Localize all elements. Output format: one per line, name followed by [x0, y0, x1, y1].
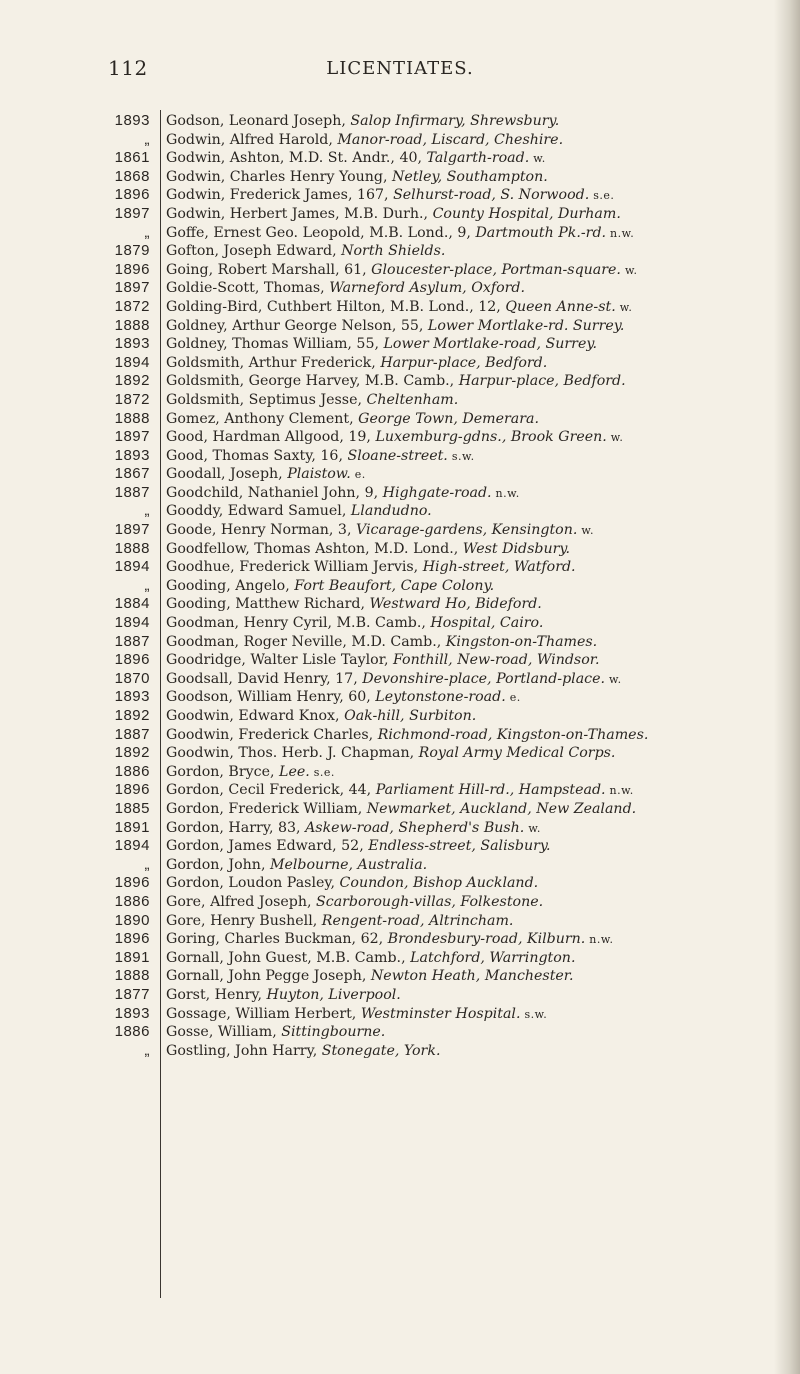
- page-header: [0, 56, 800, 86]
- entry-text: [166, 967, 778, 987]
- entry-year: 1887: [114, 632, 150, 650]
- entry-year: 1886: [114, 1023, 150, 1041]
- entry-name: Goodwin, Frederick Charles,: [166, 726, 378, 743]
- entry-address: Vicarage-gardens, Kensington.: [355, 522, 578, 539]
- entry-year: 1897: [114, 204, 150, 222]
- list-item: [0, 763, 800, 782]
- list-item: [0, 410, 800, 429]
- list-item: [0, 298, 800, 317]
- list-item: [0, 521, 800, 540]
- list-item: [0, 484, 800, 503]
- entry-name: Gostling, John Harry,: [166, 1042, 322, 1059]
- entry-name: Gordon, Bryce,: [166, 763, 280, 780]
- list-item: [0, 372, 800, 391]
- list-item: [0, 949, 800, 968]
- entry-address: Queen Anne-st.: [505, 298, 616, 315]
- entry-name: Goodson, William Henry, 60,: [166, 689, 376, 706]
- entry-name: Goodfellow, Thomas Ashton, M.D. Lond.,: [166, 540, 463, 557]
- entry-text: [166, 410, 778, 430]
- entry-name: Gordon, James Edward, 52,: [166, 838, 369, 855]
- list-item: [0, 819, 800, 838]
- entry-address: Manor-road, Liscard, Cheshire.: [337, 131, 564, 148]
- list-item: [0, 317, 800, 336]
- entry-name: Goodchild, Nathaniel John, 9,: [166, 484, 383, 501]
- entry-name: Goring, Charles Buckman, 62,: [166, 931, 388, 948]
- entry-year: 1886: [114, 892, 150, 910]
- list-item: [0, 465, 800, 484]
- list-item: [0, 986, 800, 1005]
- entry-address: Parliament Hill-rd., Hampstead.: [375, 782, 606, 799]
- entry-text: [166, 391, 778, 411]
- entry-year: 1893: [114, 335, 150, 353]
- entry-year: 1868: [114, 167, 150, 185]
- entry-year: 1894: [114, 558, 150, 576]
- entry-address: Harpur-place, Bedford.: [458, 373, 626, 390]
- entry-address: Sittingbourne.: [281, 1024, 386, 1041]
- entry-text: [166, 131, 778, 151]
- entry-text: [166, 1005, 778, 1025]
- entry-year: „: [144, 1041, 150, 1059]
- entry-name: Gooding, Matthew Richard,: [166, 596, 370, 613]
- entry-text: [166, 354, 778, 374]
- entry-year: 1894: [114, 614, 150, 632]
- entry-year: 1896: [114, 186, 150, 204]
- entry-name: Gordon, Frederick William,: [166, 800, 367, 817]
- entry-address: Kingston-on-Thames.: [445, 633, 598, 650]
- entry-district: n.w.: [491, 486, 520, 500]
- entry-text: [166, 577, 778, 597]
- entry-year: 1896: [114, 260, 150, 278]
- entry-text: [166, 186, 778, 206]
- entry-address: Lee.: [279, 763, 310, 780]
- entry-text: [166, 484, 778, 504]
- list-item: [0, 726, 800, 745]
- entry-address: Salop Infirmary, Shrewsbury.: [350, 113, 560, 129]
- entry-name: Good, Thomas Saxty, 16,: [166, 447, 348, 464]
- entry-address: Newton Heath, Manchester.: [370, 968, 574, 985]
- entry-district: s.w.: [520, 1007, 548, 1021]
- entry-address: Rengent-road, Altrincham.: [321, 912, 514, 929]
- entry-address: Devonshire-place, Portland-place.: [362, 670, 606, 687]
- entry-year: 1884: [114, 595, 150, 613]
- entry-name: Gornall, John Pegge Joseph,: [166, 968, 371, 985]
- entry-text: [166, 447, 778, 467]
- entry-year: 1893: [114, 112, 150, 129]
- entry-text: [166, 540, 778, 560]
- list-item: [0, 279, 800, 298]
- entry-year: 1870: [114, 669, 150, 687]
- entry-text: [166, 930, 778, 950]
- list-item: [0, 967, 800, 986]
- entry-text: [166, 242, 778, 262]
- entry-name: Godwin, Ashton, M.D. St. Andr., 40,: [166, 150, 427, 167]
- entry-text: [166, 726, 778, 746]
- list-item: [0, 930, 800, 949]
- entry-year: 1893: [114, 446, 150, 464]
- entry-name: Goffe, Ernest Geo. Leopold, M.B. Lond., 9,: [166, 224, 476, 241]
- entry-district: s.e.: [309, 765, 335, 779]
- entry-year: 1893: [114, 1004, 150, 1022]
- entry-name: Goldie-Scott, Thomas,: [166, 280, 330, 297]
- entry-name: Goldney, Arthur George Nelson, 55,: [166, 317, 428, 334]
- entry-district: n.w.: [585, 933, 614, 947]
- entry-year: 1890: [114, 911, 150, 929]
- entry-name: Goodman, Henry Cyril, M.B. Camb.,: [166, 615, 431, 632]
- entry-address: Dartmouth Pk.-rd.: [475, 224, 607, 241]
- entry-address: Richmond-road, Kingston-on-Thames.: [377, 726, 649, 743]
- entry-year: 1887: [114, 483, 150, 501]
- entry-year: 1891: [114, 818, 150, 836]
- entry-address: North Shields.: [341, 243, 446, 260]
- entry-year: 1867: [114, 465, 150, 483]
- entry-text: [166, 595, 778, 615]
- entry-name: Gore, Alfred Joseph,: [166, 893, 317, 910]
- entry-name: Goldsmith, Septimus Jesse,: [166, 391, 367, 408]
- entry-address: Hospital, Cairo.: [430, 615, 544, 632]
- entry-text: [166, 335, 778, 355]
- entry-address: Askew-road, Shepherd's Bush.: [305, 819, 525, 836]
- entry-text: [166, 521, 778, 541]
- entry-name: Gorst, Henry,: [166, 986, 267, 1003]
- entry-address: Westward Ho, Bideford.: [369, 596, 542, 613]
- entry-text: [166, 633, 778, 653]
- entry-address: Fonthill, New-road, Windsor.: [392, 652, 600, 669]
- running-head: LICENTIATES.: [326, 58, 474, 79]
- entry-address: Oak-hill, Surbiton.: [344, 708, 477, 724]
- entry-name: Godwin, Herbert James, M.B. Durh.,: [166, 205, 433, 222]
- entry-text: [166, 912, 778, 932]
- entry-address: Westminster Hospital.: [360, 1005, 521, 1022]
- list-item: [0, 261, 800, 280]
- list-item: [0, 688, 800, 707]
- entry-address: Highgate-road.: [382, 484, 492, 501]
- entry-district: s.e.: [589, 189, 615, 203]
- entry-text: [166, 1042, 778, 1062]
- entry-district: w.: [620, 263, 638, 277]
- entry-name: Goodsall, David Henry, 17,: [166, 670, 363, 687]
- entry-district: s.w.: [447, 449, 475, 463]
- list-item: [0, 670, 800, 689]
- entry-name: Gofton, Joseph Edward,: [166, 243, 342, 260]
- entry-text: [166, 893, 778, 913]
- entry-address: Gloucester-place, Portman-square.: [371, 261, 621, 278]
- list-item: [0, 391, 800, 410]
- entry-text: [166, 874, 778, 894]
- entry-year: 1892: [114, 707, 150, 724]
- entry-address: Lower Mortlake-rd. Surrey.: [427, 317, 625, 334]
- entry-text: [166, 261, 778, 281]
- entry-name: Gordon, Cecil Frederick, 44,: [166, 782, 376, 799]
- entry-text: [166, 670, 778, 690]
- entry-year: „: [144, 855, 150, 873]
- entry-year: 1892: [114, 372, 150, 390]
- entry-address: Warneford Asylum, Oxford.: [329, 280, 525, 297]
- entry-address: Fort Beaufort, Cape Colony.: [294, 577, 495, 594]
- entry-year: 1872: [114, 390, 150, 408]
- entry-district: w.: [524, 821, 541, 835]
- entry-year: 1896: [114, 781, 150, 799]
- entry-year: 1888: [114, 539, 150, 557]
- entry-district: w.: [606, 431, 624, 445]
- entry-address: Latchford, Warrington.: [410, 949, 576, 966]
- entry-name: Going, Robert Marshall, 61,: [166, 261, 372, 278]
- entry-text: [166, 1023, 778, 1043]
- list-item: [0, 354, 800, 373]
- licentiate-list: [0, 112, 800, 1060]
- list-item: [0, 856, 800, 875]
- entry-year: 1897: [114, 279, 150, 297]
- entry-text: [166, 558, 778, 578]
- list-item: [0, 893, 800, 912]
- entry-address: County Hospital, Durham.: [432, 205, 621, 222]
- entry-text: [166, 298, 778, 318]
- entry-name: Godwin, Alfred Harold,: [166, 131, 338, 148]
- list-item: [0, 112, 800, 131]
- page-number: 112: [108, 56, 148, 80]
- entry-district: w.: [577, 524, 594, 538]
- list-item: [0, 131, 800, 150]
- entry-name: Gomez, Anthony Clement,: [166, 410, 359, 427]
- entry-address: Royal Army Medical Corps.: [418, 745, 616, 762]
- list-item: [0, 595, 800, 614]
- list-item: [0, 224, 800, 243]
- entry-text: [166, 168, 778, 188]
- entry-year: „: [144, 223, 150, 241]
- entry-year: 1896: [114, 930, 150, 948]
- entry-district: e.: [505, 691, 521, 705]
- entry-year: 1861: [114, 149, 150, 167]
- entry-district: w.: [605, 672, 622, 686]
- entry-year: 1877: [114, 985, 150, 1003]
- entry-year: 1896: [114, 651, 150, 669]
- entry-year: 1887: [114, 725, 150, 743]
- list-item: [0, 205, 800, 224]
- entry-year: 1894: [114, 353, 150, 371]
- entry-text: [166, 149, 778, 169]
- entry-name: Goodall, Joseph,: [166, 466, 288, 483]
- entry-address: Netley, Southampton.: [392, 168, 548, 185]
- entry-text: [166, 651, 778, 671]
- entry-name: Gornall, John Guest, M.B. Camb.,: [166, 949, 411, 966]
- entry-name: Goodridge, Walter Lisle Taylor,: [166, 652, 393, 669]
- entry-text: [166, 763, 778, 783]
- entry-address: Leytonstone-road.: [375, 689, 506, 706]
- entry-text: [166, 781, 778, 801]
- entry-name: Gooding, Angelo,: [166, 577, 295, 594]
- entry-address: High-street, Watford.: [422, 559, 576, 576]
- entry-name: Godwin, Frederick James, 167,: [166, 187, 394, 204]
- entry-text: [166, 465, 778, 485]
- entry-address: Sloane-street.: [347, 447, 448, 464]
- list-item: [0, 335, 800, 354]
- entry-text: [166, 317, 778, 337]
- entry-text: [166, 112, 778, 132]
- entry-address: Lower Mortlake-road, Surrey.: [383, 336, 597, 353]
- entry-address: West Didsbury.: [462, 540, 571, 557]
- entry-year: 1896: [114, 874, 150, 892]
- entry-year: 1897: [114, 428, 150, 446]
- entry-text: [166, 614, 778, 634]
- entry-name: Gosse, William,: [166, 1024, 282, 1041]
- entry-text: [166, 707, 778, 727]
- entry-address: Cheltenham.: [366, 391, 459, 408]
- entry-address: George Town, Demerara.: [358, 410, 540, 427]
- entry-text: [166, 949, 778, 969]
- list-item: [0, 558, 800, 577]
- list-item: [0, 874, 800, 893]
- entry-year: 1888: [114, 967, 150, 985]
- entry-text: [166, 800, 778, 820]
- list-item: [0, 447, 800, 466]
- list-item: [0, 242, 800, 261]
- entry-year: „: [144, 130, 150, 148]
- list-item: [0, 837, 800, 856]
- list-item: [0, 707, 800, 726]
- entry-name: Golding-Bird, Cuthbert Hilton, M.B. Lond., 12,: [166, 298, 506, 315]
- entry-year: „: [144, 502, 150, 520]
- entry-year: 1894: [114, 837, 150, 855]
- list-item: [0, 1042, 800, 1061]
- list-item: [0, 744, 800, 763]
- entry-address: Scarborough-villas, Folkestone.: [316, 893, 544, 910]
- list-item: [0, 540, 800, 559]
- entry-year: 1897: [114, 521, 150, 539]
- entry-year: 1879: [114, 242, 150, 260]
- list-item: [0, 800, 800, 819]
- entry-year: 1872: [114, 297, 150, 315]
- entry-text: [166, 279, 778, 299]
- entry-name: Goodhue, Frederick William Jervis,: [166, 559, 423, 576]
- list-item: [0, 614, 800, 633]
- entry-text: [166, 837, 778, 857]
- entry-text: [166, 986, 778, 1006]
- entry-name: Goodwin, Thos. Herb. J. Chapman,: [166, 745, 419, 762]
- entry-address: Talgarth-road.: [426, 150, 530, 167]
- entry-name: Gordon, Loudon Pasley,: [166, 875, 340, 892]
- entry-name: Gordon, John,: [166, 856, 270, 873]
- entry-district: n.w.: [606, 226, 635, 240]
- entry-name: Gooddy, Edward Samuel,: [166, 503, 351, 520]
- list-item: [0, 428, 800, 447]
- entry-text: [166, 688, 778, 708]
- entry-year: 1886: [114, 762, 150, 780]
- entry-text: [166, 372, 778, 392]
- entry-year: 1891: [114, 948, 150, 966]
- entry-text: [166, 428, 778, 448]
- entry-district: n.w.: [605, 784, 634, 798]
- entry-text: [166, 224, 778, 244]
- entry-year: 1888: [114, 409, 150, 427]
- list-item: [0, 651, 800, 670]
- entry-district: w.: [529, 152, 546, 166]
- entry-district: w.: [615, 300, 633, 314]
- entry-text: [166, 819, 778, 839]
- entry-district: e.: [350, 468, 366, 482]
- entry-text: [166, 502, 778, 522]
- entry-year: „: [144, 576, 150, 594]
- entry-address: Coundon, Bishop Auckland.: [339, 875, 539, 892]
- entry-year: 1893: [114, 688, 150, 706]
- entry-year: 1888: [114, 316, 150, 334]
- entry-address: Plaistow.: [287, 466, 351, 483]
- list-item: [0, 186, 800, 205]
- entry-address: Newmarket, Auckland, New Zealand.: [366, 800, 637, 817]
- entry-text: [166, 856, 778, 876]
- entry-name: Gordon, Harry, 83,: [166, 819, 306, 836]
- entry-year: 1885: [114, 799, 150, 817]
- list-item: [0, 633, 800, 652]
- entry-address: Stonegate, York.: [321, 1042, 441, 1059]
- entry-address: Melbourne, Australia.: [269, 856, 428, 873]
- entry-name: Good, Hardman Allgood, 19,: [166, 429, 376, 446]
- entry-year: 1892: [114, 744, 150, 762]
- list-item: [0, 912, 800, 931]
- entry-address: Harpur-place, Bedford.: [380, 354, 548, 371]
- entry-address: Llandudno.: [350, 503, 432, 520]
- entry-text: [166, 205, 778, 225]
- entry-address: Huyton, Liverpool.: [266, 986, 401, 1003]
- entry-name: Goodman, Roger Neville, M.D. Camb.,: [166, 633, 446, 650]
- entry-address: Selhurst-road, S. Norwood.: [393, 187, 590, 204]
- entry-name: Goode, Henry Norman, 3,: [166, 522, 356, 539]
- list-item: [0, 1005, 800, 1024]
- entry-name: Goldsmith, Arthur Frederick,: [166, 354, 381, 371]
- entry-name: Godson, Leonard Joseph,: [166, 113, 351, 129]
- list-item: [0, 502, 800, 521]
- list-item: [0, 577, 800, 596]
- entry-text: [166, 744, 778, 764]
- entry-address: Luxemburg-gdns., Brook Green.: [375, 429, 607, 446]
- entry-name: Gore, Henry Bushell,: [166, 912, 322, 929]
- entry-name: Gossage, William Herbert,: [166, 1005, 361, 1022]
- entry-address: Brondesbury-road, Kilburn.: [387, 931, 586, 948]
- list-item: [0, 149, 800, 168]
- entry-name: Goldney, Thomas William, 55,: [166, 336, 384, 353]
- entry-name: Goldsmith, George Harvey, M.B. Camb.,: [166, 373, 459, 390]
- entry-name: Goodwin, Edward Knox,: [166, 708, 345, 724]
- entry-address: Endless-street, Salisbury.: [368, 838, 551, 855]
- entry-name: Godwin, Charles Henry Young,: [166, 168, 393, 185]
- list-item: [0, 1023, 800, 1042]
- list-item: [0, 781, 800, 800]
- list-item: [0, 168, 800, 187]
